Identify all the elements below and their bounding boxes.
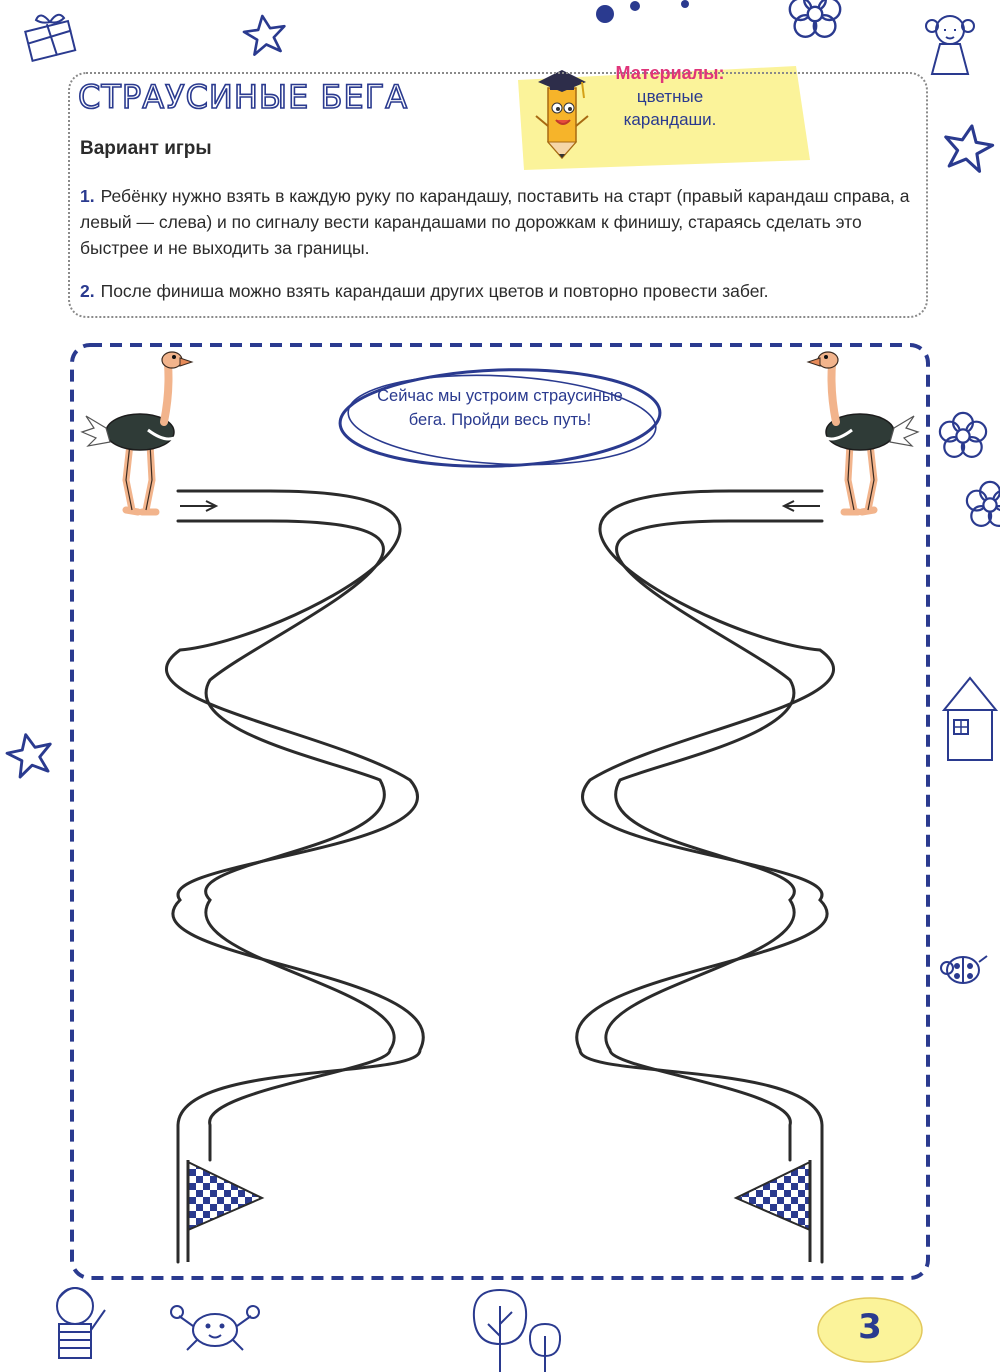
tree-icon [474, 1290, 526, 1372]
rule-text: Ребёнку нужно взять в каждую руку по карандашу, поставить на старт (правый карандаш справа, а левый — слева) и по сигналу вести карандашами по дорожкам к финишу, стараясь сделать это быстрее и не выходить за границы. [80, 186, 910, 258]
materials-value: цветные карандаши. [623, 87, 717, 129]
star-icon [242, 13, 288, 56]
ostrich-icon [82, 352, 192, 512]
crab-icon [171, 1306, 259, 1350]
house-icon [944, 678, 996, 760]
star-icon [4, 730, 56, 779]
rule-number: 1. [80, 186, 95, 206]
girl-icon [926, 16, 974, 74]
arrow-icon [180, 501, 216, 511]
arrow-icon [784, 501, 820, 511]
flower-icon [967, 482, 1000, 526]
materials-label: Материалы: [615, 63, 725, 83]
ink-blob-icon [596, 0, 689, 23]
track-left [166, 491, 423, 1262]
ladybug-icon [941, 956, 987, 983]
tree-icon [530, 1324, 560, 1372]
page-title: СТРАУСИНЫЕ БЕГА [78, 78, 409, 116]
boy-icon [57, 1288, 105, 1358]
play-area [72, 345, 928, 1278]
speech-bubble-text: Сейчас мы устроим страусиные бега. Пройди весь путь! [377, 387, 623, 429]
game-variant-heading: Вариант игры [80, 138, 212, 159]
flower-icon [940, 413, 986, 457]
gift-icon [25, 15, 75, 61]
page-number: 3 [858, 1307, 882, 1347]
track-right [577, 491, 834, 1262]
rule-text: После финиша можно взять карандаши других цветов и повторно провести забег. [100, 281, 769, 301]
flag-icon [736, 1160, 810, 1262]
star-icon [941, 122, 995, 173]
ostrich-icon [808, 352, 918, 512]
flower-icon [790, 0, 840, 37]
materials-block [590, 62, 750, 131]
rule-number: 2. [80, 281, 95, 301]
rule-item [80, 183, 922, 261]
rule-item [80, 278, 922, 304]
flag-icon [188, 1160, 262, 1262]
